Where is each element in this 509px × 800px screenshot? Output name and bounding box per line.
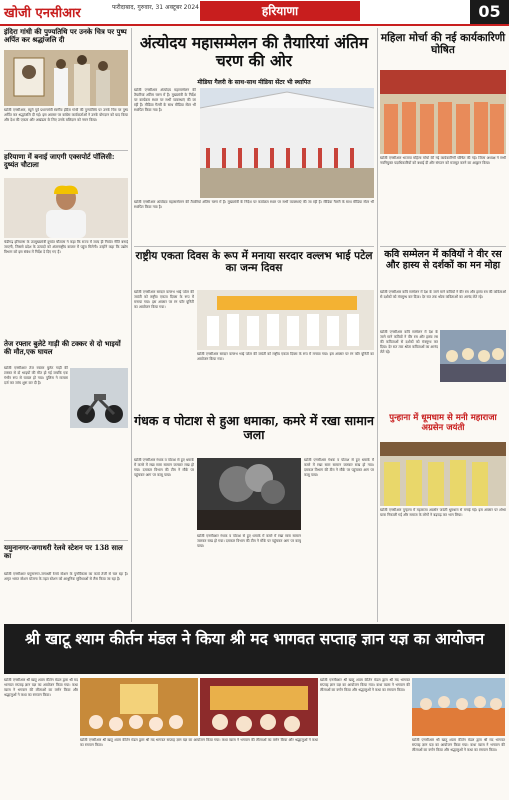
- unity-photo: [197, 290, 374, 350]
- kirtan-photo-3: [412, 678, 505, 736]
- venue-photo: [200, 88, 374, 198]
- blast-body-cont: खोजी एनसीआर गंधक व पोटाश से हुए धमाके में कमरे में रखा सारा सामान जलकर राख हो गया। दमकल विभाग की टीम ने मौके पर पहुंचकर आग पर काबू पाया।: [304, 458, 374, 477]
- kirtan-photo-2: [200, 678, 318, 736]
- jayanti-body: खोजी एनसीआर पुन्हाना में महाराजा अग्रसेन जयंती धूमधाम से मनाई गई। इस अवसर पर शोभा यात्रा निकाली गई और समाज के लोगों ने बढ़चढ़ कर भाग लिया।: [380, 508, 506, 517]
- blast-photo: [197, 458, 301, 530]
- column-divider: [377, 28, 378, 622]
- left-headline-4: यमुनानगर-जगाधरी रेलवे स्टेशन पर 138 साल का: [4, 543, 123, 561]
- bottom-headline: श्री खाटू श्याम कीर्तन मंडल ने किया श्री मद भागवत सप्ताह ज्ञान यज्ञ का आयोजन: [24, 629, 485, 648]
- left-headline-3: तेज रफ्तार बुलेटे गाड़ी की टक्कर से दो भाइयों की मौत,एक घायल: [4, 339, 121, 357]
- blast-body-lower: खोजी एनसीआर गंधक व पोटाश से हुए धमाके में कमरे में रखा सारा सामान जलकर राख हो गया। दमकल विभाग की टीम ने मौके पर पहुंचकर आग पर काबू पाया।: [197, 534, 301, 548]
- section-title: हरियाणा: [200, 1, 360, 21]
- bottom-body-2: खोजी एनसीआर श्री खाटू श्याम कीर्तन मंडल द्वारा श्री मद भागवत सप्ताह ज्ञान यज्ञ का आयोजन किया गया। कथा व्यास ने भगवान की लीलाओं का वर्णन किया और श्रद्धालुओं ने कथा का रसपान किया।: [80, 738, 318, 747]
- column-divider: [131, 28, 132, 622]
- main-body: खोजी एनसीआर अंत्योदय महासम्मेलन की तैयारियां अंतिम चरण में हैं। मुख्यमंत्री के निर्देश पर कार्यक्रम स्थल पर सभी व्यवस्थाएं की जा रही हैं। मीडिया गैलरी के साथ मीडिया सेंटर भी स्थापित किया गया है।: [134, 88, 196, 112]
- indira-photo: [4, 50, 128, 106]
- women-headline: महिला मोर्चा की नई कार्यकारिणी घोषित: [380, 32, 506, 57]
- page-number: 05: [470, 0, 509, 24]
- left-headline-2: हरियाणा में बनाई जाएगी एक्सपोर्ट पॉलिसी: दुष्यंत चौटाला: [4, 152, 115, 170]
- poet-body-cont: खोजी एनसीआर कवि सम्मेलन में देश के जाने माने कवियों ने वीर रस और हास्य रस की कविताओं से दर्शकों को मंत्रमुग्ध कर दिया। देर रात तक श्रोता कविताओं का आनंद लेते रहे।: [380, 330, 438, 354]
- blast-body: खोजी एनसीआर गंधक व पोटाश से हुए धमाके में कमरे में रखा सारा सामान जलकर राख हो गया। दमकल विभाग की टीम ने मौके पर पहुंचकर आग पर काबू पाया।: [134, 458, 194, 477]
- left-body-2: चंडीगढ़ हरियाणा के उपमुख्यमंत्री दुष्यंत चौटाला ने कहा कि राज्य में जल्द ही निर्यात नीति बनाई जाएगी, जिससे प्रदेश के उत्पादों को अंतरराष्ट्रीय बाजार में पहुंच मिलेगी। उन्होंने कहा कि उद्योग विभाग को इस संबंध में निर्देश दे दिए गए हैं।: [4, 240, 128, 254]
- poet-headline: कवि सम्मेलन में कवियों ने वीर रस और हास्य से दर्शकों का मन मोहा: [384, 249, 502, 271]
- poet-photo: [440, 330, 506, 382]
- kirtan-photo-1: [80, 678, 198, 736]
- women-body: खोजी एनसीआर भाजपा महिला मोर्चा की नई कार्यकारिणी घोषित की गई। जिला अध्यक्ष ने सभी नवनियुक्त पदाधिकारियों को बधाई दी और संगठन को मजबूत करने का आह्वान किया।: [380, 156, 506, 165]
- left-headline-1: इंदिरा गांधी की पुण्यतिथि पर उनके चित्र पर पुष्प अर्पित कर श्रद्धांजलि दी: [4, 27, 127, 45]
- main-headline: अंत्योदय महासम्मेलन की तैयारियां अंतिम चरण की ओर: [139, 33, 369, 70]
- dateline: फरीदाबाद, गुरुवार, 31 अक्टूबर 2024: [112, 4, 199, 11]
- divider: [380, 246, 506, 247]
- jayanti-headline: पुन्हाना में धूमधाम से मनी महाराजा अग्रसेन जयंती: [389, 413, 497, 433]
- left-body-1: खोजी एनसीआर, ब्यूरो पूर्व प्रधानमंत्री स्वर्गीय इंदिरा गांधी की पुण्यतिथि पर उनके चित्र पर पुष्प अर्पित कर श्रद्धांजलि दी गई। इस अवसर पर कांग्रेस कार्यकर्ताओं ने उनके योगदान को याद किया और देश की एकता और अखंडता के लिए उनके बलिदान को नमन किया।: [4, 108, 128, 122]
- left-body-3: खोजी एनसीआर तेज रफ्तार बुलेट गाड़ी की टक्कर से दो भाइयों की मौत हो गई जबकि एक गंभीर रूप से घायल हो गया। पुलिस ने मामला दर्ज कर जांच शुरू कर दी है।: [4, 366, 68, 385]
- bike-photo: [70, 368, 128, 428]
- unity-body: खोजी एनसीआर सरदार वल्लभ भाई पटेल की जयंती को राष्ट्रीय एकता दिवस के रूप में मनाया गया। इस अवसर पर रन फॉर यूनिटी का आयोजन किया गया।: [134, 290, 194, 309]
- bottom-body-3: खोजी एनसीआर श्री खाटू श्याम कीर्तन मंडल द्वारा श्री मद भागवत सप्ताह ज्ञान यज्ञ का आयोजन किया गया। कथा व्यास ने भगवान की लीलाओं का वर्णन किया और श्रद्धालुओं ने कथा का रसपान किया।: [320, 678, 410, 692]
- jayanti-photo: [380, 442, 506, 506]
- dushyant-photo: [4, 178, 128, 238]
- divider: [134, 246, 374, 247]
- women-photo: [380, 70, 506, 154]
- unity-body-cont: खोजी एनसीआर सरदार वल्लभ भाई पटेल की जयंती को राष्ट्रीय एकता दिवस के रूप में मनाया गया। इस अवसर पर रन फॉर यूनिटी का आयोजन किया गया।: [197, 352, 374, 361]
- unity-headline: राष्ट्रीय एकता दिवस के रूप में मनाया सरदार वल्लभ भाई पटेल का जन्म दिवस: [135, 250, 373, 275]
- bottom-body-4: खोजी एनसीआर श्री खाटू श्याम कीर्तन मंडल द्वारा श्री मद भागवत सप्ताह ज्ञान यज्ञ का आयोजन किया गया। कथा व्यास ने भगवान की लीलाओं का वर्णन किया और श्रद्धालुओं ने कथा का रसपान किया।: [412, 738, 505, 752]
- brand-name: खोजी एनसीआर: [4, 6, 81, 21]
- left-body-4: खोजी एनसीआर यमुनानगर-जगाधरी रेलवे स्टेशन के पुनर्विकास का कार्य तेजी से चल रहा है। अमृत भारत स्टेशन योजना के तहत स्टेशन को आधुनिक सुविधाओं से लैस किया जा रहा है।: [4, 572, 128, 581]
- main-subheadline: मीडिया गैलरी के साथ-साथ मीडिया सेंटर भी स्थापित: [197, 79, 311, 86]
- poet-body: खोजी एनसीआर कवि सम्मेलन में देश के जाने माने कवियों ने वीर रस और हास्य रस की कविताओं से दर्शकों को मंत्रमुग्ध कर दिया। देर रात तक श्रोता कविताओं का आनंद लेते रहे।: [380, 290, 506, 299]
- divider: [4, 150, 128, 151]
- bottom-body-1: खोजी एनसीआर श्री खाटू श्याम कीर्तन मंडल द्वारा श्री मद भागवत सप्ताह ज्ञान यज्ञ का आयोजन किया गया। कथा व्यास ने भगवान की लीलाओं का वर्णन किया और श्रद्धालुओं ने कथा का रसपान किया।: [4, 678, 78, 697]
- blast-headline: गंधक व पोटाश से हुआ धमाका, कमरे में रखा सामान जला: [134, 413, 374, 443]
- divider: [4, 540, 128, 541]
- main-body-cont: खोजी एनसीआर अंत्योदय महासम्मेलन की तैयारियां अंतिम चरण में हैं। मुख्यमंत्री के निर्देश पर कार्यक्रम स्थल पर सभी व्यवस्थाएं की जा रही हैं। मीडिया गैलरी के साथ मीडिया सेंटर भी स्थापित किया गया है।: [134, 200, 374, 209]
